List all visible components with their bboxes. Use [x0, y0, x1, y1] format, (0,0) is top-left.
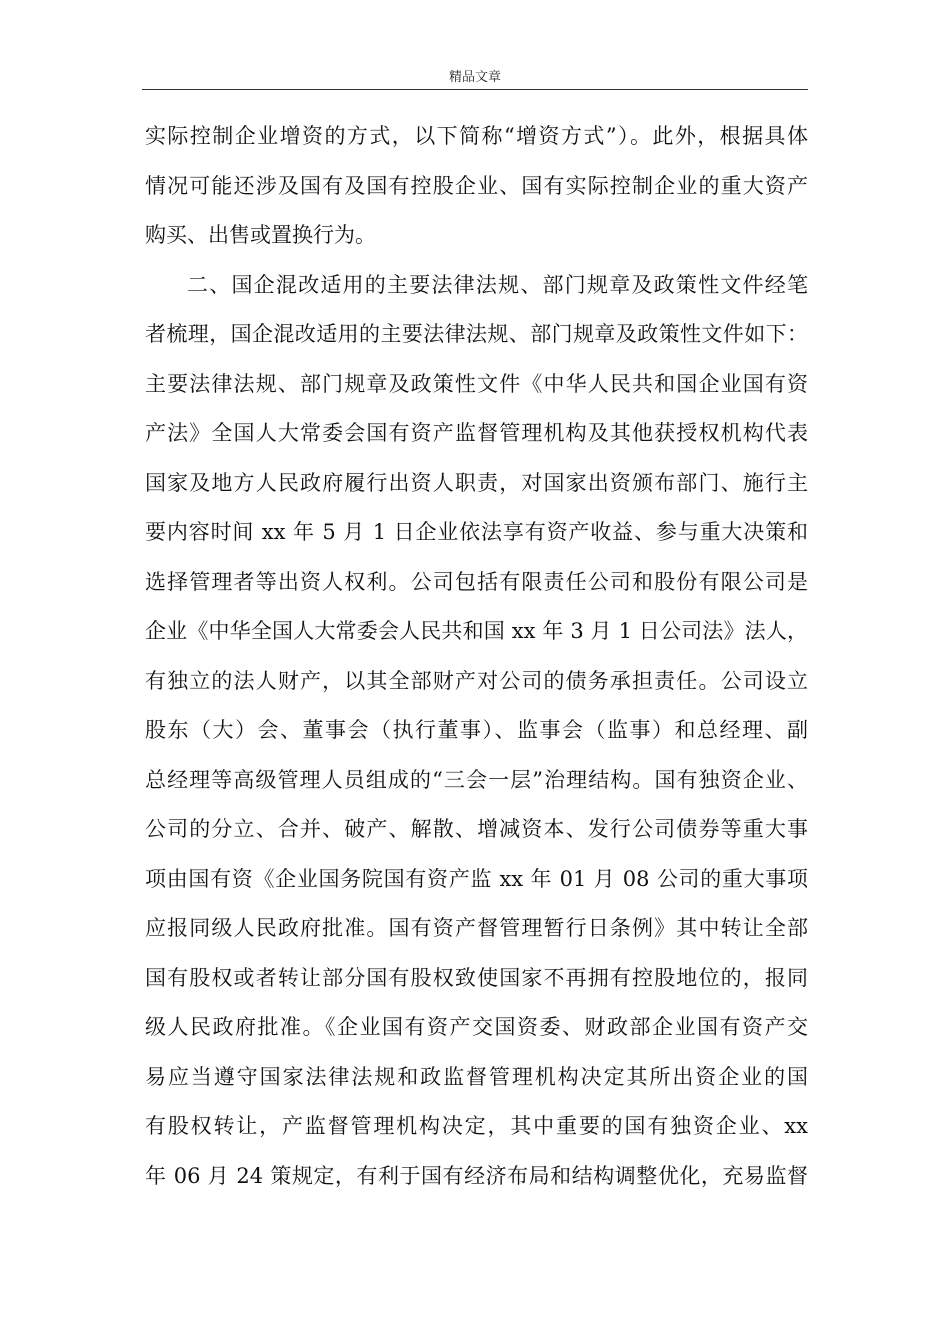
text-line: 国有股权或者转让部分国有股权致使国家不再拥有控股地位的，报同 — [145, 965, 808, 990]
text-line: 情况可能还涉及国有及国有控股企业、国有实际控制企业的重大资产 — [145, 173, 808, 198]
text-line: 应报同级人民政府批准。国有资产督管理暂行日条例》其中转让全部 — [145, 916, 808, 940]
text-line: 易应当遵守国家法律法规和政监督管理机构决定其所出资企业的国 — [145, 1064, 808, 1089]
text-line: 股东（大）会、董事会（执行董事）、监事会（监事）和总经理、副 — [145, 718, 808, 742]
header-rule — [142, 89, 808, 90]
text-line: 级人民政府批准。《企业国有资产交国资委、财政部企业国有资产交 — [145, 1015, 808, 1039]
document-body — [145, 112, 808, 1201]
text-line: 有独立的法人财产，以其全部财产对公司的债务承担责任。公司设立 — [145, 668, 808, 693]
text-line: 项由国有资《企业国务院国有资产监 xx 年 01 月 08 公司的重大事项 — [145, 866, 808, 891]
text-line: 产法》全国人大常委会国有资产监督管理机构及其他获授权机构代表 — [145, 421, 808, 445]
text-line: 总经理等高级管理人员组成的“三会一层”治理结构。国有独资企业、 — [145, 767, 808, 792]
text-line: 公司的分立、合并、破产、解散、增减资本、发行公司债券等重大事 — [145, 817, 808, 841]
text-line: 者梳理，国企混改适用的主要法律法规、部门规章及政策性文件如下： — [145, 322, 808, 346]
text-line: 实际控制企业增资的方式，以下简称“增资方式”）。此外，根据具体 — [145, 124, 808, 148]
text-line: 选择管理者等出资人权利。公司包括有限责任公司和股份有限公司是 — [145, 569, 808, 594]
text-line: 国家及地方人民政府履行出资人职责，对国家出资颁布部门、施行主 — [145, 470, 808, 495]
text-line: 主要法律法规、部门规章及政策性文件《中华人民共和国企业国有资 — [145, 371, 808, 396]
text-line: 要内容时间 xx 年 5 月 1 日企业依法享有资产收益、参与重大决策和 — [145, 520, 808, 544]
text-line: 年 06 月 24 策规定，有利于国有经济布局和结构调整优化，充易监督 — [145, 1163, 808, 1188]
page-header: 精品文章 — [448, 70, 501, 85]
text-line: 企业《中华全国人大常委会人民共和国 xx 年 3 月 1 日公司法》法人， — [145, 619, 808, 643]
text-line: 购买、出售或置换行为。 — [145, 223, 376, 247]
text-line: 有股权转让，产监督管理机构决定，其中重要的国有独资企业、xx — [145, 1114, 808, 1138]
section-heading-line: 二、国企混改适用的主要法律法规、部门规章及政策性文件经笔 — [187, 272, 808, 297]
